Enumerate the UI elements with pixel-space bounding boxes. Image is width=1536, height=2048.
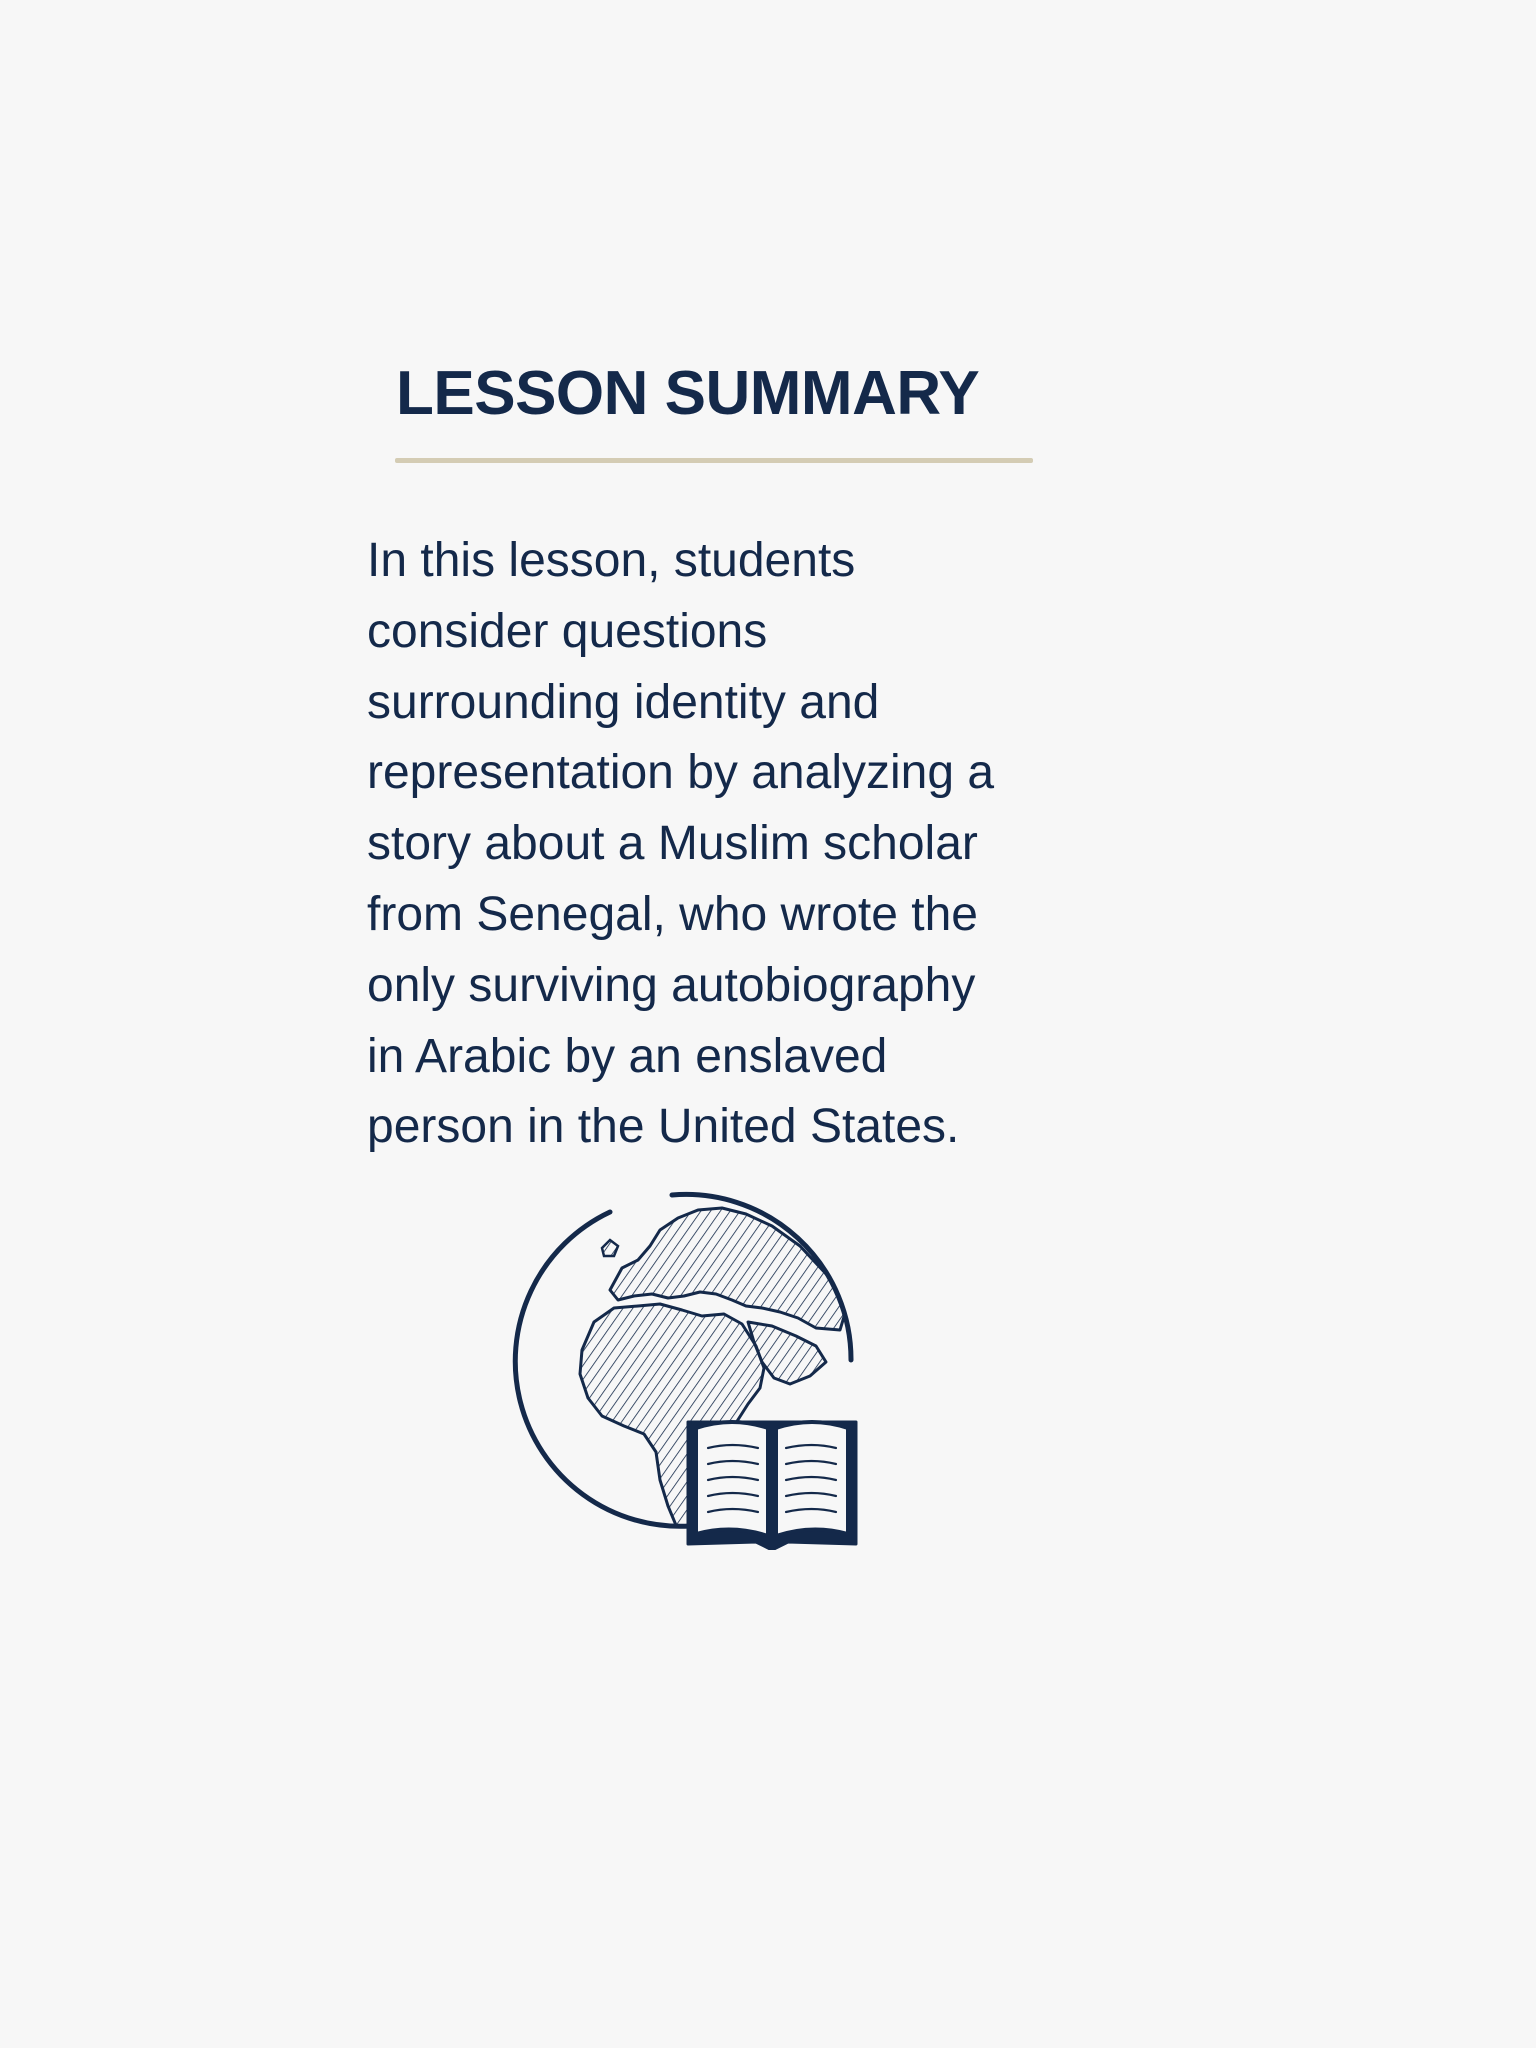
title-divider (395, 458, 1033, 463)
summary-line: story about a Muslim scholar (367, 817, 978, 871)
summary-line: in Arabic by an enslaved (367, 1029, 888, 1083)
summary-line: In this lesson, students (367, 534, 856, 587)
lesson-summary-body (367, 526, 1047, 1163)
summary-line: representation by analyzing a (367, 746, 995, 800)
globe-with-open-book-icon (510, 1190, 870, 1550)
summary-line: only surviving autobiography (367, 958, 976, 1012)
summary-line: consider questions (367, 604, 768, 658)
summary-line: surrounding identity and (367, 675, 880, 729)
summary-line: person in the United States. (367, 1100, 960, 1154)
lesson-summary-title: LESSON SUMMARY (396, 359, 980, 428)
summary-line: from Senegal, who wrote the (367, 887, 978, 941)
